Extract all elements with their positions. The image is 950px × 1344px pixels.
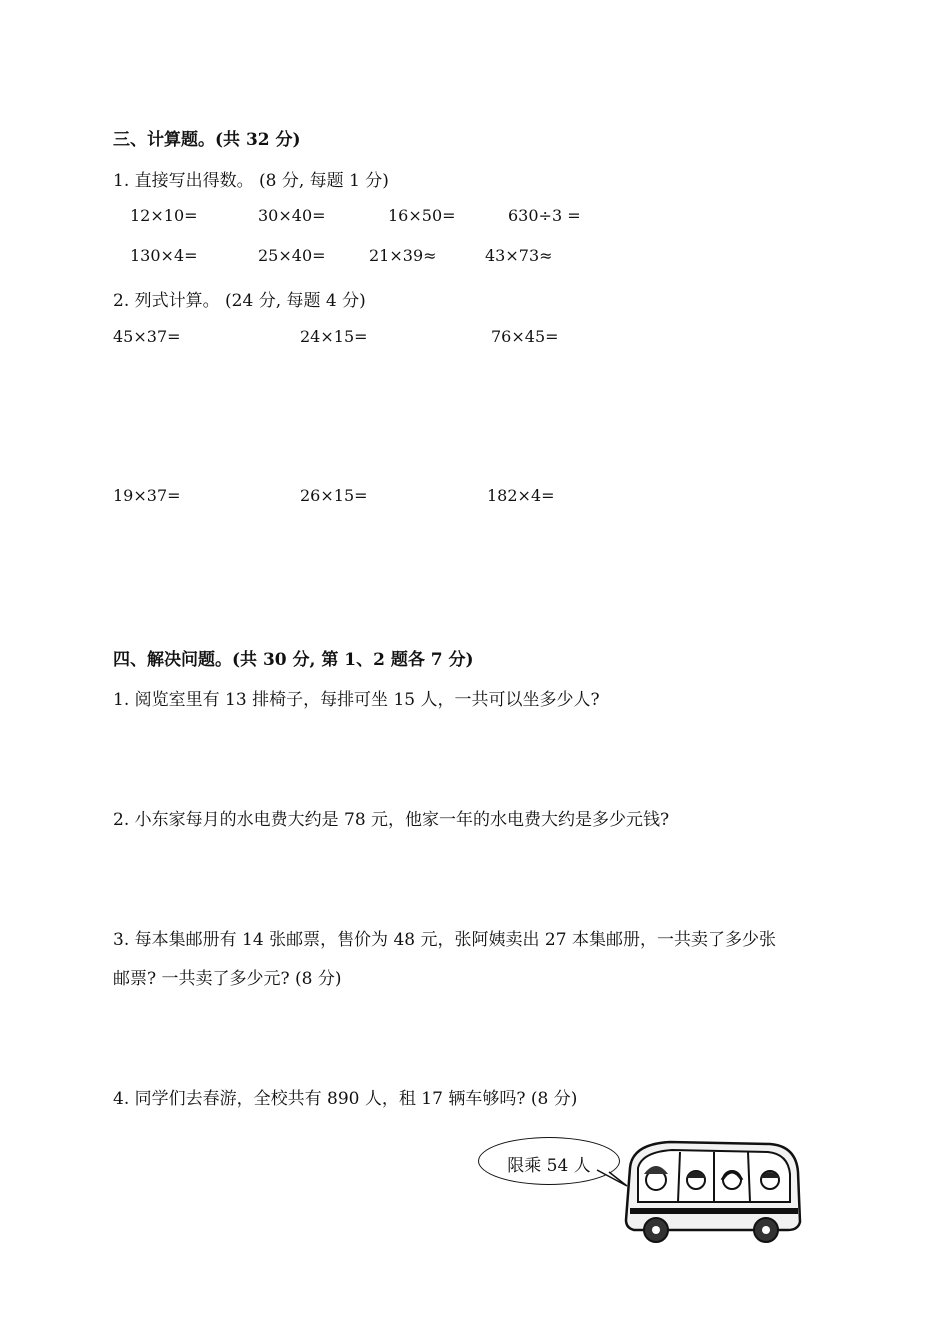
written-calc-item: 24×15= bbox=[300, 327, 368, 346]
calc-item: 43×73≈ bbox=[485, 246, 553, 265]
written-calc-item: 182×4= bbox=[487, 486, 555, 505]
calc-item: 21×39≈ bbox=[369, 246, 437, 265]
written-calc-item: 26×15= bbox=[300, 486, 368, 505]
bus-illustration bbox=[620, 1138, 805, 1246]
calc-item: 130×4= bbox=[130, 246, 198, 265]
problem-3-line1: 3. 每本集邮册有 14 张邮票，售价为 48 元，张阿姨卖出 27 本集邮册，一共卖了多少张 bbox=[113, 930, 776, 950]
problem-1: 1. 阅览室里有 13 排椅子，每排可坐 15 人，一共可以坐多少人? bbox=[113, 690, 600, 710]
bubble-text: 限乘 54 人 bbox=[507, 1156, 591, 1176]
problem-2: 2. 小东家每月的水电费大约是 78 元，他家一年的水电费大约是多少元钱? bbox=[113, 810, 670, 830]
problem-4: 4. 同学们去春游，全校共有 890 人，租 17 辆车够吗? (8 分) bbox=[113, 1089, 578, 1109]
problem-3-line2: 邮票? 一共卖了多少元? (8 分) bbox=[113, 969, 342, 989]
written-calc-item: 45×37= bbox=[113, 327, 181, 346]
section3-title: 三、计算题。(共 32 分) bbox=[113, 130, 301, 150]
calc-item: 25×40= bbox=[258, 246, 326, 265]
calc-item: 30×40= bbox=[258, 206, 326, 225]
calc-item: 12×10= bbox=[130, 206, 198, 225]
calc-item: 630÷3 = bbox=[508, 206, 581, 225]
q2-title: 2. 列式计算。 (24 分, 每题 4 分) bbox=[113, 291, 366, 311]
q1-title: 1. 直接写出得数。 (8 分, 每题 1 分) bbox=[113, 171, 389, 191]
calc-item: 16×50= bbox=[388, 206, 456, 225]
written-calc-item: 76×45= bbox=[491, 327, 559, 346]
section4-title: 四、解决问题。(共 30 分, 第 1、2 题各 7 分) bbox=[113, 650, 474, 670]
written-calc-item: 19×37= bbox=[113, 486, 181, 505]
